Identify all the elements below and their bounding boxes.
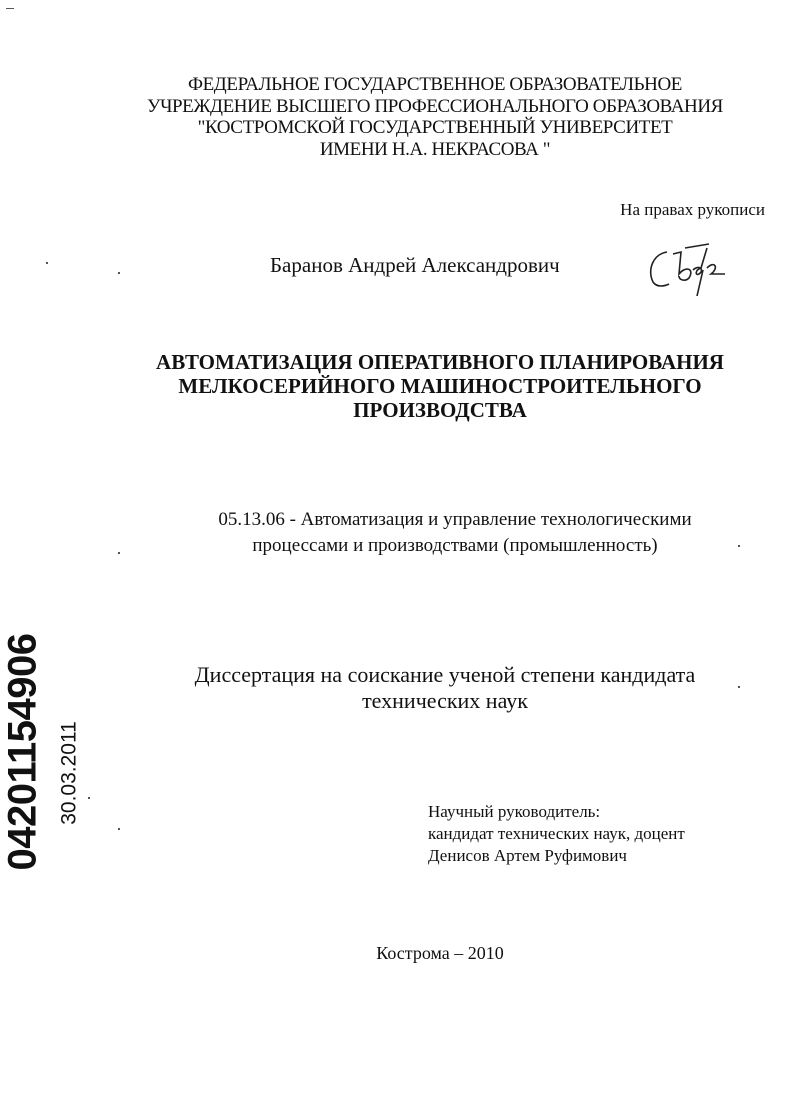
scan-speck (738, 686, 740, 688)
institution-header (100, 74, 770, 160)
library-stamp-number: 04201154906 (0, 633, 45, 871)
scan-speck (6, 8, 14, 9)
specialty (110, 507, 797, 559)
degree-statement (100, 662, 790, 714)
library-stamp-date: 30.03.2011 (57, 721, 81, 825)
scan-speck (118, 272, 120, 274)
supervisor-line: Научный руководитель: (428, 802, 601, 821)
header-line: "КОСТРОМСКОЙ ГОСУДАРСТВЕННЫЙ УНИВЕРСИТЕТ (197, 117, 673, 138)
supervisor-line: Денисов Артем Руфимович (428, 846, 627, 865)
title-line: АВТОМАТИЗАЦИЯ ОПЕРАТИВНОГО ПЛАНИРОВАНИЯ (156, 350, 724, 374)
scan-speck (118, 552, 120, 554)
scan-speck (738, 545, 740, 547)
scan-speck (46, 262, 48, 264)
author-name: Баранов Андрей Александрович (270, 253, 560, 277)
specialty-line: процессами и производствами (промышленность) (252, 535, 658, 556)
dissertation-title (100, 350, 780, 422)
manuscript-note: На правах рукописи (620, 200, 765, 219)
scan-speck (88, 797, 90, 799)
header-line: ИМЕНИ Н.А. НЕКРАСОВА " (319, 138, 551, 160)
degree-line: технических наук (362, 688, 528, 713)
title-line: ПРОИЗВОДСТВА (353, 398, 527, 422)
header-line: ФЕДЕРАЛЬНОЕ ГОСУДАРСТВЕННОЕ ОБРАЗОВАТЕЛЬНОЕ (187, 74, 682, 95)
supervisor-line: кандидат технических наук, доцент (428, 824, 685, 843)
degree-line: Диссертация на соискание ученой степени кандидата (194, 662, 696, 687)
city-year: Кострома – 2010 (376, 943, 504, 963)
specialty-line: 05.13.06 - Автоматизация и управление технологическими (218, 509, 692, 530)
signature-icon (645, 240, 735, 300)
supervisor (428, 801, 685, 867)
header-line: УЧРЕЖДЕНИЕ ВЫСШЕГО ПРОФЕССИОНАЛЬНОГО ОБРАЗОВАНИЯ (147, 95, 723, 117)
scan-speck (118, 828, 120, 830)
title-line: МЕЛКОСЕРИЙНОГО МАШИНОСТРОИТЕЛЬНОГО (178, 374, 702, 398)
